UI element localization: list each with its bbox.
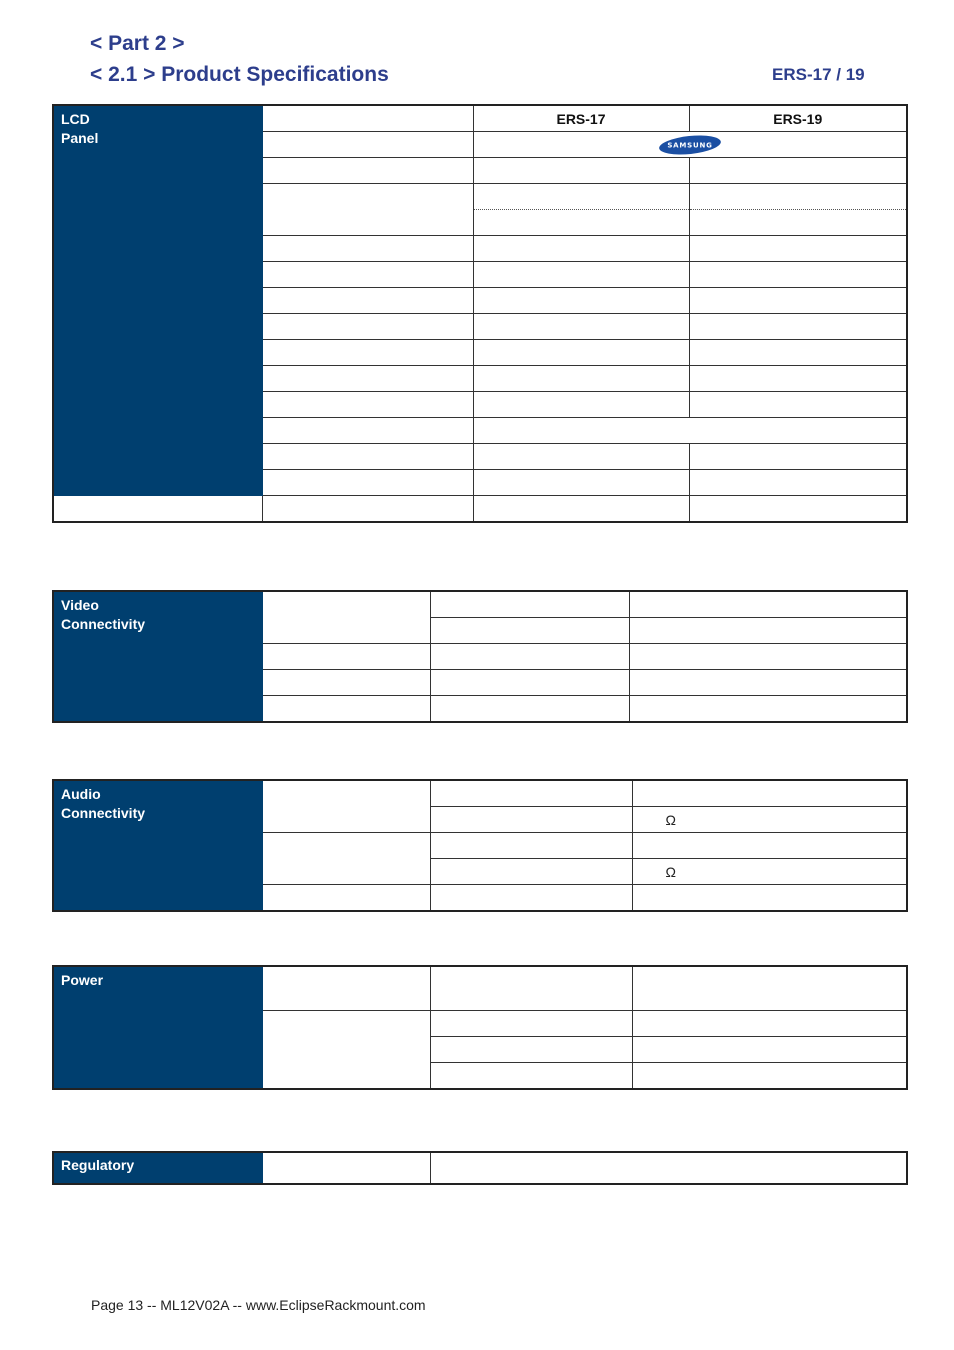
spec-label-cell — [262, 158, 473, 184]
column-header-ers17: ERS-17 — [473, 105, 689, 132]
spec-value-cell — [473, 314, 689, 340]
spec-value-cell — [430, 966, 632, 1011]
category-line: Connectivity — [61, 616, 146, 632]
spec-label-cell — [262, 340, 473, 366]
spec-label-cell — [262, 644, 430, 670]
spec-value-cell — [430, 885, 632, 912]
category-line: LCD — [61, 111, 90, 127]
spec-label-cell — [262, 670, 430, 696]
panel-brand-cell — [473, 132, 907, 158]
lcd-panel-table — [52, 104, 908, 523]
spec-value-cell — [473, 236, 689, 262]
spec-value-cell — [629, 696, 907, 723]
spec-label-cell — [262, 444, 473, 470]
spec-value-cell — [689, 210, 907, 236]
category-line: Audio — [61, 786, 101, 802]
spec-value-cell — [473, 288, 689, 314]
spec-label-cell — [262, 184, 473, 236]
spec-label-cell — [53, 496, 262, 523]
spec-value-cell — [430, 1011, 632, 1037]
regulatory-category — [53, 1152, 262, 1184]
spec-value-cell — [689, 184, 907, 210]
section-title: < 2.1 > Product Specifications — [90, 63, 389, 86]
spec-label-cell — [262, 966, 430, 1011]
spec-value-cell — [629, 618, 907, 644]
spec-value-cell — [473, 262, 689, 288]
part-title: < Part 2 > — [90, 32, 185, 55]
samsung-logo-icon — [658, 134, 722, 156]
spec-value-cell — [689, 470, 907, 496]
spec-label-cell — [262, 288, 473, 314]
spec-value-cell — [689, 288, 907, 314]
spec-value-cell — [473, 158, 689, 184]
spec-value-cell — [689, 262, 907, 288]
lcd-panel-category — [53, 105, 262, 496]
spec-label-cell — [262, 392, 473, 418]
audio-connectivity-category — [53, 780, 262, 911]
spec-value-cell-merged — [473, 418, 907, 444]
spec-value-cell — [430, 1037, 632, 1063]
spec-value-cell — [632, 833, 907, 859]
spec-value-cell — [430, 591, 629, 618]
page-footer: Page 13 -- ML12V02A -- www.EclipseRackmount.com — [91, 1297, 426, 1313]
spec-value-cell — [430, 807, 632, 833]
category-line: Panel — [61, 130, 99, 146]
spec-label-cell — [262, 885, 430, 912]
impedance-cell: Ω — [632, 807, 907, 833]
spec-label-cell — [262, 418, 473, 444]
spec-value-cell — [629, 591, 907, 618]
spec-value-cell — [430, 780, 632, 807]
spec-value-cell — [689, 236, 907, 262]
column-header-ers19: ERS-19 — [689, 105, 907, 132]
spec-value-cell — [473, 366, 689, 392]
spec-value-cell — [473, 470, 689, 496]
spec-label-cell — [262, 236, 473, 262]
spec-label-cell — [262, 470, 473, 496]
spec-value-cell — [632, 885, 907, 912]
spec-value-cell — [473, 392, 689, 418]
spec-value-cell — [473, 184, 689, 210]
model-label: ERS-17 / 19 — [772, 65, 865, 84]
category-line: Connectivity — [61, 805, 146, 821]
spec-value-cell — [632, 966, 907, 1011]
category-line: Video — [61, 597, 99, 613]
spec-value-cell — [689, 340, 907, 366]
spec-value-cell — [430, 670, 629, 696]
spec-value-cell — [262, 496, 473, 523]
spec-value-cell — [689, 158, 907, 184]
video-connectivity-category — [53, 591, 262, 722]
spec-value-cell — [632, 780, 907, 807]
spec-label-cell — [262, 262, 473, 288]
power-category — [53, 966, 262, 1089]
spec-value-cell — [473, 444, 689, 470]
spec-value-cell — [430, 696, 629, 723]
category-line: Regulatory — [61, 1157, 135, 1173]
spec-value-cell — [430, 833, 632, 859]
spec-value-cell — [430, 1152, 907, 1184]
impedance-cell: Ω — [632, 859, 907, 885]
spec-label-cell — [262, 780, 430, 833]
spec-value-cell — [629, 670, 907, 696]
spec-value-cell — [689, 444, 907, 470]
spec-value-cell — [632, 1063, 907, 1090]
regulatory-table — [52, 1151, 908, 1185]
audio-connectivity-table — [52, 779, 908, 912]
spec-label-cell — [262, 1011, 430, 1090]
spec-value-cell — [629, 644, 907, 670]
spec-label-cell — [262, 366, 473, 392]
spec-value-cell — [689, 366, 907, 392]
spec-value-cell — [430, 618, 629, 644]
spec-label-cell — [262, 833, 430, 885]
spec-value-cell — [689, 314, 907, 340]
spec-value-cell — [473, 210, 689, 236]
spec-label-cell — [262, 696, 430, 723]
power-table — [52, 965, 908, 1090]
spec-label-cell — [262, 591, 430, 644]
spec-label-cell — [262, 132, 473, 158]
spec-value-cell — [632, 1011, 907, 1037]
spec-value-cell — [473, 340, 689, 366]
spec-value-cell — [430, 859, 632, 885]
spec-value-cell — [689, 392, 907, 418]
spec-label-cell — [262, 314, 473, 340]
category-line: Power — [61, 972, 104, 988]
spec-value-cell — [473, 496, 689, 523]
spec-value-cell — [430, 644, 629, 670]
spec-label-cell — [262, 105, 473, 132]
video-connectivity-table — [52, 590, 908, 723]
spec-label-cell — [262, 1152, 430, 1184]
spec-value-cell — [632, 1037, 907, 1063]
spec-value-cell — [430, 1063, 632, 1090]
svg-text:SAMSUNG: SAMSUNG — [667, 141, 713, 149]
